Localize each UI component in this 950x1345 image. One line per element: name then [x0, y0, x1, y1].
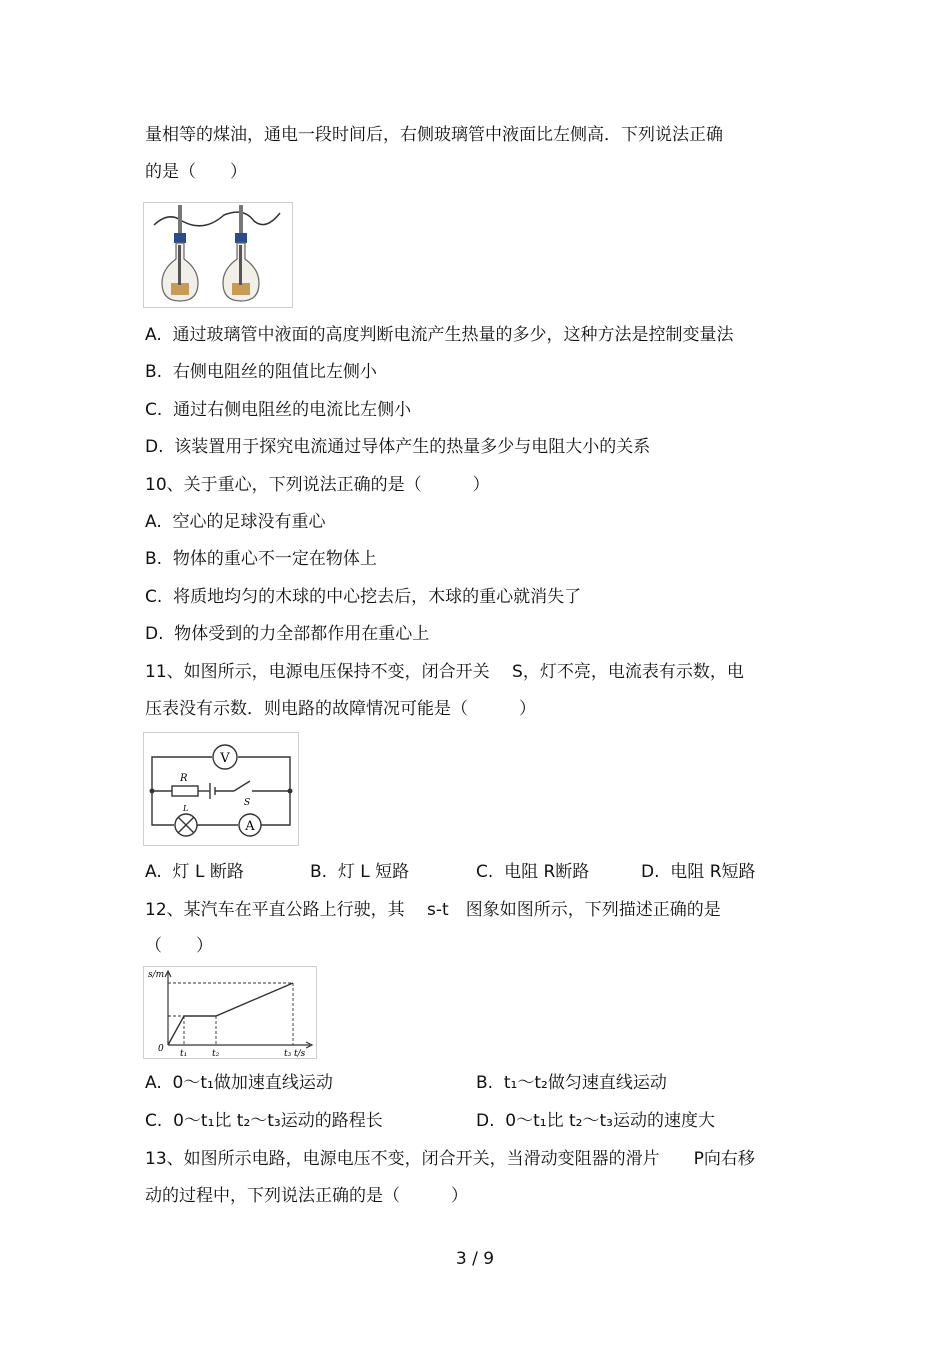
q11-stem-line1: 11、如图所示，电源电压保持不变，闭合开关 S，灯不亮，电流表有示数，电	[145, 662, 744, 682]
page-number: 3 / 9	[455, 1249, 495, 1269]
q11-stem-line2: 压表没有示数．则电路的故障情况可能是（ ）	[145, 699, 536, 719]
q10-option-d: D. 物体受到的力全部都作用在重心上	[145, 624, 430, 644]
q10-stem: 10、关于重心，下列说法正确的是（ ）	[145, 475, 490, 495]
q12-stem-line2: （ ）	[145, 936, 213, 956]
q13-stem-line1: 13、如图所示电路，电源电压不变，闭合开关，当滑动变阻器的滑片 P向右移	[145, 1149, 755, 1169]
q11-circuit-figure	[143, 732, 299, 846]
q10-option-a: A. 空心的足球没有重心	[145, 512, 326, 532]
y-axis-label: s/m	[148, 970, 165, 980]
x-axis-label: t/s	[294, 1049, 306, 1058]
switch-label: S	[244, 798, 251, 808]
q9-stem-line1: 量相等的煤油，通电一段时间后，右侧玻璃管中液面比左侧高．下列说法正确	[145, 125, 723, 145]
t2-label: t₂	[212, 1049, 220, 1058]
q12-st-graph	[143, 966, 317, 1059]
q12-option-d: D. 0～t₁比 t₂～t₃运动的速度大	[476, 1111, 715, 1131]
q9-stem-line2: 的是（ ）	[145, 162, 247, 182]
q10-option-b: B. 物体的重心不一定在物体上	[145, 549, 377, 569]
voltmeter-label: V	[220, 751, 230, 766]
q11-option-d: D. 电阻 R短路	[641, 862, 756, 882]
q9-option-b: B. 右侧电阻丝的阻值比左侧小	[145, 362, 377, 382]
lamp-label: L	[183, 804, 189, 813]
t3-label: t₃	[284, 1049, 292, 1058]
q11-option-b: B. 灯 L 短路	[310, 862, 410, 882]
q13-stem-line2: 动的过程中，下列说法正确的是（ ）	[145, 1186, 468, 1206]
ammeter-label: A	[245, 819, 255, 834]
q9-option-a: A. 通过玻璃管中液面的高度判断电流产生热量的多少，这种方法是控制变量法	[145, 325, 734, 345]
q12-option-c: C. 0～t₁比 t₂～t₃运动的路程长	[145, 1111, 383, 1131]
q11-option-c: C. 电阻 R断路	[476, 862, 590, 882]
q9-apparatus-figure	[143, 202, 293, 308]
q12-option-a: A. 0～t₁做加速直线运动	[145, 1073, 333, 1093]
q11-option-a: A. 灯 L 断路	[145, 862, 244, 882]
t1-label: t₁	[180, 1049, 188, 1058]
resistor-label: R	[180, 773, 188, 784]
q9-option-c: C. 通过右侧电阻丝的电流比左侧小	[145, 400, 412, 420]
q10-option-c: C. 将质地均匀的木球的中心挖去后，木球的重心就消失了	[145, 587, 582, 607]
q12-stem-line1: 12、某汽车在平直公路上行驶，其 s-t 图象如图所示，下列描述正确的是	[145, 900, 721, 920]
origin-label: 0	[158, 1044, 164, 1054]
q9-option-d: D. 该装置用于探究电流通过导体产生的热量多少与电阻大小的关系	[145, 437, 651, 457]
q12-option-b: B. t₁～t₂做匀速直线运动	[476, 1073, 667, 1093]
